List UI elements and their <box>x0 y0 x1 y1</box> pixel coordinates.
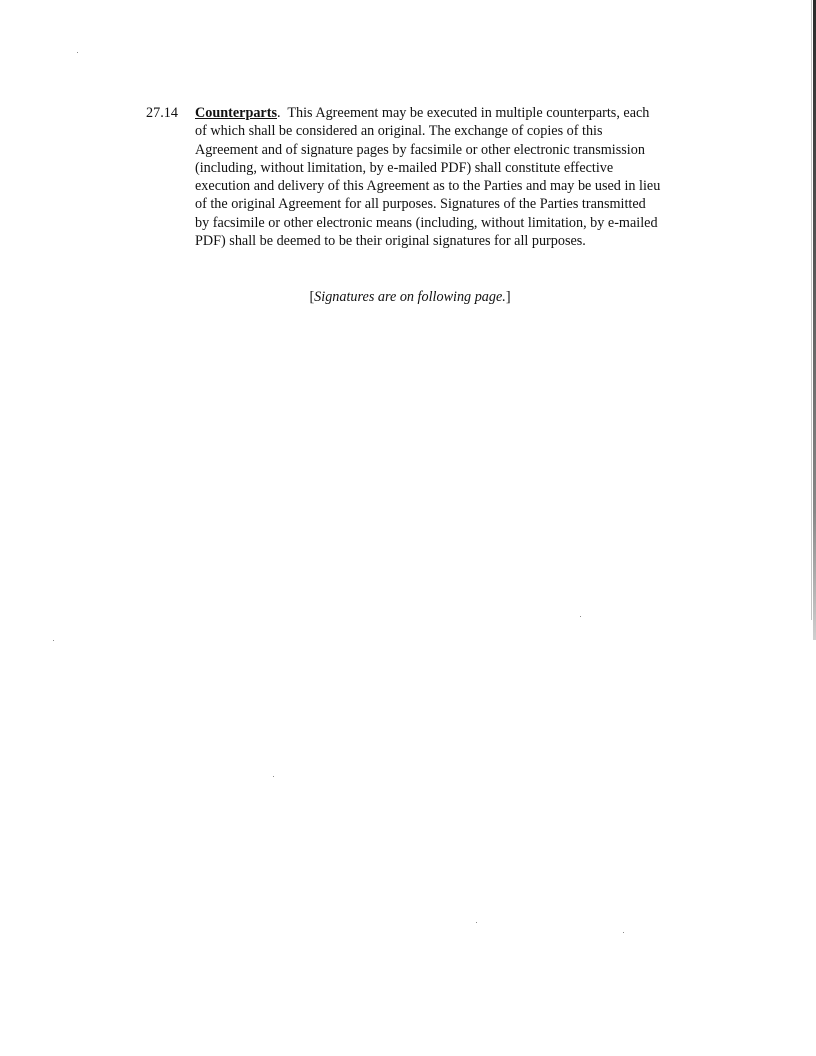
section-line: (including, without limitation, by e-mailed PDF) shall constitute effective <box>195 159 614 176</box>
section-body <box>195 104 726 250</box>
scan-speck <box>623 932 624 933</box>
note-text: Signatures are on following page. <box>314 289 506 305</box>
section-line: Agreement and of signature pages by facsimile or other electronic transmission <box>195 141 645 158</box>
section-line: of the original Agreement for all purposes. Signatures of the Parties transmitted <box>195 196 646 213</box>
scan-speck <box>77 52 78 53</box>
note-open-bracket: [ <box>309 289 315 305</box>
scan-speck <box>476 922 477 923</box>
section-line: by facsimile or other electronic means (including, without limitation, by e-mailed <box>195 214 658 231</box>
scan-speck <box>273 776 274 777</box>
scan-speck <box>53 640 54 641</box>
section-27-14 <box>146 104 726 250</box>
section-line: execution and delivery of this Agreement as to the Parties and may be used in lieu <box>195 178 661 195</box>
section-first-line-text: This Agreement may be executed in multiple counterparts, each <box>280 105 650 121</box>
scan-edge-line <box>811 0 812 620</box>
note-close-bracket: ] <box>505 289 511 305</box>
signatures-note <box>0 289 816 306</box>
section-heading: Counterparts <box>195 105 277 121</box>
section-number: 27.14 <box>146 105 178 121</box>
section-first-line <box>195 104 726 122</box>
section-line: PDF) shall be deemed to be their original signatures for all purposes. <box>195 233 586 250</box>
section-heading-period: . <box>276 105 281 121</box>
section-line: of which shall be considered an original. The exchange of copies of this <box>195 123 603 140</box>
scan-speck <box>580 616 581 617</box>
